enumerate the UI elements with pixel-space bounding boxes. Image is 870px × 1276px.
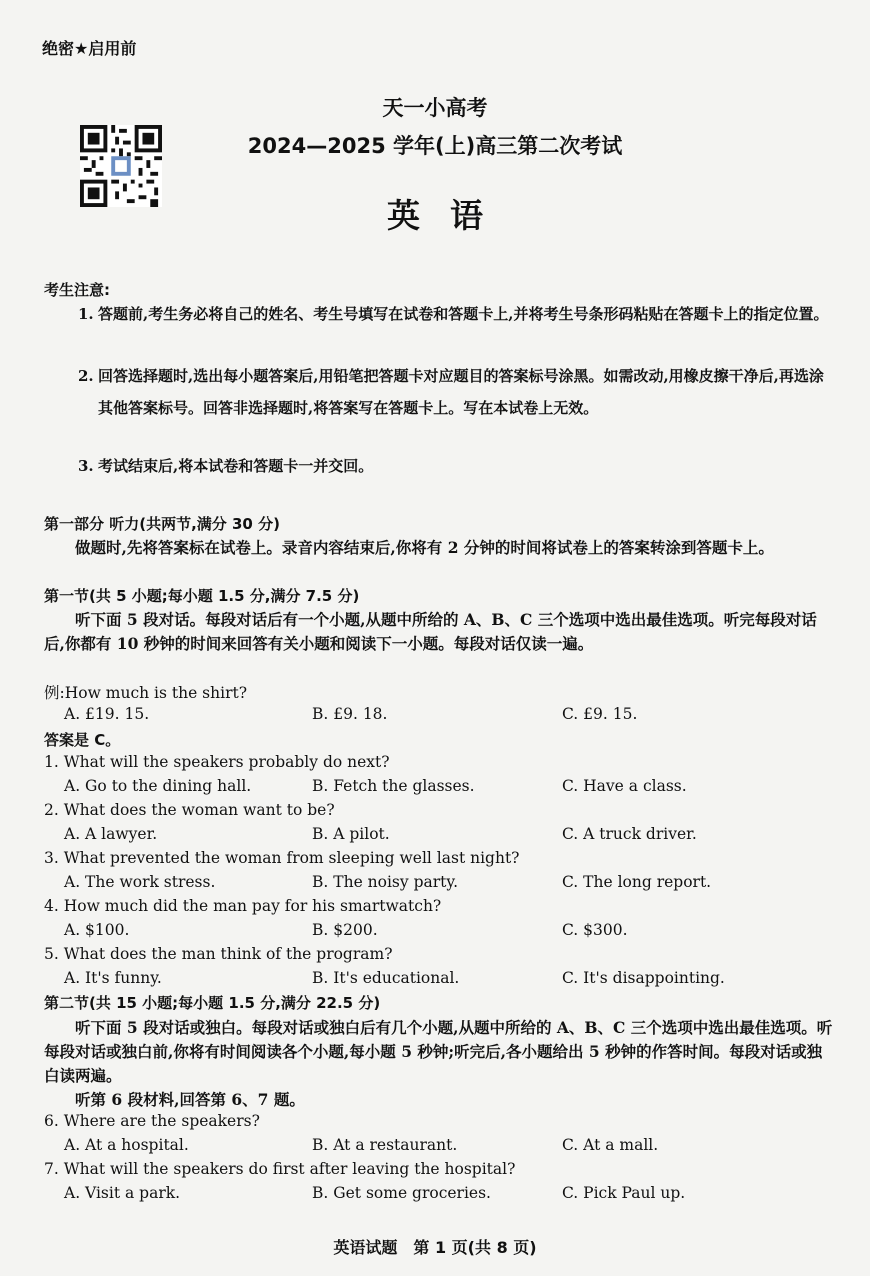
part1-title: 第一部分 听力(共两节,满分 30 分) [44,515,280,533]
question-6: 6. Where are the speakers? [44,1112,260,1130]
section1-intro: 听下面 5 段对话。每段对话后有一个小题,从题中所给的 A、B、C 三个选项中选出最佳选项。听完每段对话后,你都有 10 秒钟的时间来回答有关小题和阅读下一小题。每段对话仅读一遍。 [44,610,817,653]
section1-title: 第一节(共 5 小题;每小题 1.5 分,满分 7.5 分) [44,587,360,605]
question-1-option-c: C. Have a class. [562,777,687,795]
question-6-option-a: A. At a hospital. [64,1136,189,1154]
secret-mark: 绝密★启用前 [42,39,137,58]
section2-intro: 听下面 5 段对话或独白。每段对话或独白后有几个小题,从题中所给的 A、B、C 三个选项中选出最佳选项。听每段对话或独白前,你将有时间阅读各个小题,每小题 5 秒钟;听完后,各小题给出 5 秒钟的作答时间。每段对话或独白读两遍。 [44,1018,833,1085]
question-1: 1. What will the speakers probably do next? [44,753,390,771]
part1-intro: 做题时,先将答案标在试卷上。录音内容结束后,你将有 2 分钟的时间将试卷上的答案转涂到答题卡上。 [75,538,774,557]
notice-item-text: 回答选择题时,选出每小题答案后,用铅笔把答题卡对应题目的答案标号涂黑。如需改动,用橡皮擦干净后,再选涂其他答案标号。回答非选择题时,将答案写在答题卡上。写在本试卷上无效。 [98,367,824,417]
notice-title: 考生注意: [44,281,110,299]
question-3-option-a: A. The work stress. [64,873,216,891]
notice-item-text: 考试结束后,将本试卷和答题卡一并交回。 [98,457,374,475]
question-4-option-c: C. $300. [562,921,628,939]
example-option-c: C. £9. 15. [562,705,638,723]
question-6-option-c: C. At a mall. [562,1136,659,1154]
question-2-option-a: A. A lawyer. [64,825,158,843]
question-6-option-b: B. At a restaurant. [312,1136,458,1154]
exam-title: 2024—2025 学年(上)高三第二次考试 [247,134,623,158]
question-3-option-c: C. The long report. [562,873,712,891]
organization-title: 天一小高考 [382,96,488,120]
question-7-option-b: B. Get some groceries. [312,1184,491,1202]
question-1-option-b: B. Fetch the glasses. [312,777,475,795]
question-2-option-b: B. A pilot. [312,825,390,843]
question-5: 5. What does the man think of the program? [44,945,393,963]
notice-item-number: 2. [78,367,94,385]
question-7: 7. What will the speakers do first after leaving the hospital? [44,1160,516,1178]
page-footer: 英语试题 第 1 页(共 8 页) [333,1238,537,1257]
example-question: 例:How much is the shirt? [44,684,248,702]
subject-title: 英语 [387,196,513,235]
notice-item-number: 1. [78,305,94,323]
notice-item-text: 答题前,考生务必将自己的姓名、考生号填写在试卷和答题卡上,并将考生号条形码粘贴在答题卡上的指定位置。 [98,305,829,323]
question-5-option-b: B. It's educational. [312,969,460,987]
example-answer: 答案是 C。 [44,731,121,749]
section2-title: 第二节(共 15 小题;每小题 1.5 分,满分 22.5 分) [44,994,381,1012]
question-3-option-b: B. The noisy party. [312,873,459,891]
question-5-option-c: C. It's disappointing. [562,969,725,987]
notice-item-number: 3. [78,457,94,475]
notice-item-2 [78,360,834,424]
question-4: 4. How much did the man pay for his smartwatch? [44,897,442,915]
example-option-b: B. £9. 18. [312,705,388,723]
example-option-a: A. £19. 15. [64,705,150,723]
question-5-option-a: A. It's funny. [64,969,162,987]
question-2-option-c: C. A truck driver. [562,825,697,843]
question-4-option-b: B. $200. [312,921,378,939]
question-2: 2. What does the woman want to be? [44,801,335,819]
material-6-instruction: 听第 6 段材料,回答第 6、7 题。 [75,1090,305,1109]
notice-item-3 [78,450,834,482]
question-7-option-c: C. Pick Paul up. [562,1184,686,1202]
question-1-option-a: A. Go to the dining hall. [64,777,252,795]
notice-item-1 [78,298,834,330]
question-3: 3. What prevented the woman from sleeping well last night? [44,849,520,867]
question-4-option-a: A. $100. [64,921,130,939]
question-7-option-a: A. Visit a park. [64,1184,181,1202]
